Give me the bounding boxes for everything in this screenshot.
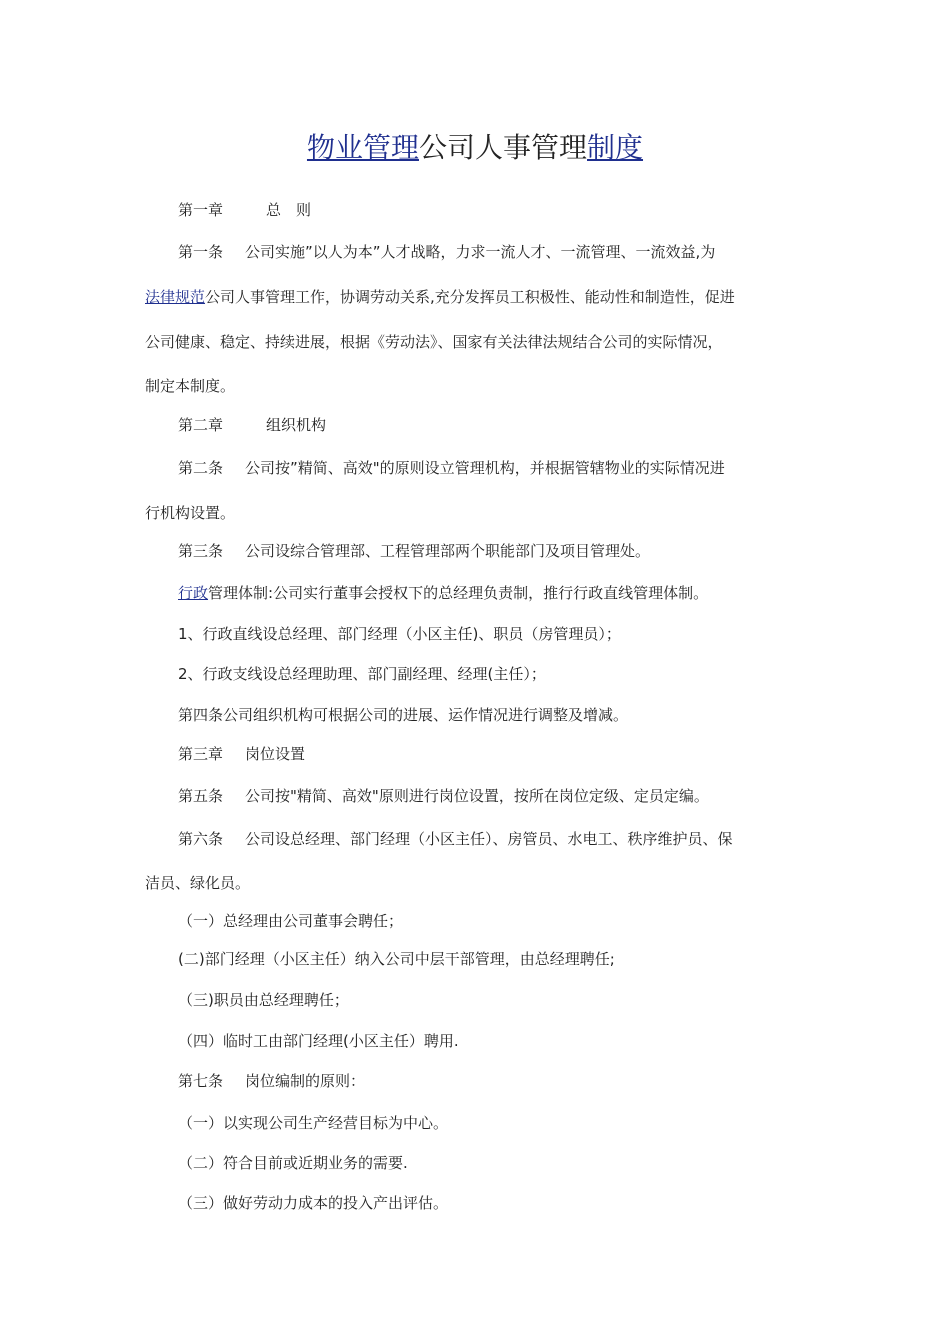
list-item-1: 1、行政直线设总经理、部门经理（小区主任)、职员（房管理员）； xyxy=(178,625,621,643)
article-5 xyxy=(178,786,709,806)
chapter-label: 第二章 xyxy=(178,416,224,434)
title-link-system[interactable]: 制度 xyxy=(587,131,644,164)
article-1-line-2 xyxy=(145,287,735,307)
article-label: 第二条 xyxy=(178,459,224,477)
chapter-label: 第一章 xyxy=(178,201,224,219)
article-6-sub-2: (二)部门经理（小区主任）纳入公司中层干部管理，由总经理聘任; xyxy=(178,950,615,968)
article-label: 第一条 xyxy=(178,243,224,261)
chapter-1-heading xyxy=(178,200,311,220)
article-text: 公司设总经理、部门经理（小区主任）、房管员、水电工、秩序维护员、保 xyxy=(245,830,733,848)
article-text: 岗位编制的原则： xyxy=(245,1072,366,1090)
list-item-2: 2、行政支线设总经理助理、部门副经理、经理(主任）； xyxy=(178,665,546,683)
article-7-sub-1: （一）以实现公司生产经营目标为中心。 xyxy=(178,1114,449,1132)
article-text: 公司人事管理工作，协调劳动关系,充分发挥员工积极性、能动性和制造性，促进 xyxy=(205,288,735,306)
article-label: 第五条 xyxy=(178,787,224,805)
article-label: 第三条 xyxy=(178,542,224,560)
admin-system-line xyxy=(178,583,708,603)
chapter-2-heading xyxy=(178,415,326,435)
chapter-name: 岗位设置 xyxy=(245,745,306,763)
article-label: 第六条 xyxy=(178,830,224,848)
article-label: 第七条 xyxy=(178,1072,224,1090)
article-1-line-3: 公司健康、稳定、持续进展，根据《劳动法》、国家有关法律法规结合公司的实际情况， xyxy=(145,333,723,351)
title-link-property-management[interactable]: 物业管理 xyxy=(306,131,419,164)
article-text: 公司设综合管理部、工程管理部两个职能部门及项目管理处。 xyxy=(245,542,651,560)
link-legal-norms[interactable]: 法律规范 xyxy=(145,288,206,306)
article-6-line-2: 洁员、绿化员。 xyxy=(145,874,251,892)
chapter-3-heading xyxy=(178,744,305,764)
article-7-sub-2: （二）符合目前或近期业务的需要. xyxy=(178,1154,408,1172)
article-3 xyxy=(178,541,650,561)
article-1-line-1 xyxy=(178,242,715,262)
article-text: 公司按”精简、高效"的原则设立管理机构，并根据管辖物业的实际情况进 xyxy=(245,459,725,477)
article-text: 公司实施”以人为本”人才战略，力求一流人才、一流管理、一流效益,为 xyxy=(245,243,716,261)
article-6-sub-3: （三)职员由总经理聘任； xyxy=(178,991,349,1009)
chapter-name: 组织机构 xyxy=(266,416,327,434)
link-administration[interactable]: 行政 xyxy=(178,584,209,602)
article-text: 公司按"精简、高效"原则进行岗位设置，按所在岗位定级、定员定编。 xyxy=(245,787,709,805)
document-title xyxy=(0,128,950,168)
article-1-line-4: 制定本制度。 xyxy=(145,377,236,395)
title-middle-text: 公司人事管理 xyxy=(418,131,587,164)
article-4: 第四条公司组织机构可根据公司的进展、运作情况进行调整及增减。 xyxy=(178,706,629,724)
article-6-line-1 xyxy=(178,829,733,849)
article-7-sub-3: （三）做好劳动力成本的投入产出评估。 xyxy=(178,1194,449,1212)
chapter-label: 第三章 xyxy=(178,745,224,763)
chapter-name: 总 则 xyxy=(266,201,312,219)
article-2-line-2: 行机构设置。 xyxy=(145,504,236,522)
article-6-sub-4: （四）临时工由部门经理(小区主任）聘用. xyxy=(178,1032,459,1050)
article-6-sub-1: （一）总经理由公司董事会聘任； xyxy=(178,912,404,930)
article-2-line-1 xyxy=(178,458,725,478)
article-7 xyxy=(178,1071,365,1091)
admin-text: 管理体制:公司实行董事会授权下的总经理负责制，推行行政直线管理体制。 xyxy=(208,584,709,602)
